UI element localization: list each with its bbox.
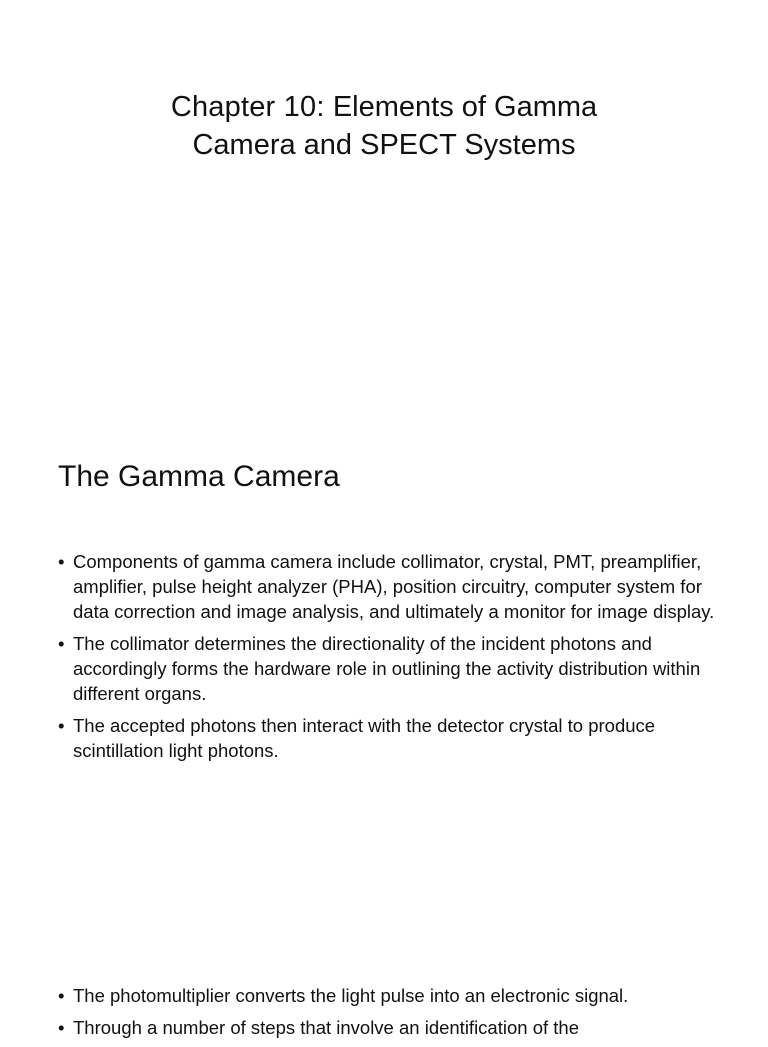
bullet-text: Components of gamma camera include collimator, crystal, PMT, preamplifier, amplifier, pulse height analyzer (PHA), position circuitry, computer system for data correction and image analysis, and ultimately a monitor for image display. (73, 551, 715, 622)
bullet-marker: • (58, 715, 65, 736)
bullet-marker: • (58, 1017, 65, 1038)
content-slide (0, 400, 768, 1038)
bullet-list-continued (58, 983, 718, 1047)
bullet-item (58, 631, 718, 706)
bullet-marker: • (58, 633, 65, 654)
bullet-list (58, 549, 718, 770)
bullet-item (58, 713, 718, 763)
title-line-1: Elements of Gamma (332, 91, 598, 123)
slide-heading: The Gamma Camera (58, 460, 340, 493)
bullet-item (58, 549, 718, 624)
bullet-item (58, 983, 718, 1008)
bullet-text: Through a number of steps that involve an identification of the (73, 1017, 579, 1038)
bullet-item (58, 1015, 718, 1040)
bullet-marker: • (58, 551, 65, 572)
slide-title (0, 88, 768, 164)
title-line-2: Camera and SPECT Systems (192, 129, 576, 161)
title-slide (0, 0, 768, 400)
title-prefix: Chapter 10: (170, 91, 333, 123)
bullet-marker: • (58, 985, 65, 1006)
bullet-text: The collimator determines the directionality of the incident photons and accordingly forms the hardware role in outlining the activity distribution within different organs. (73, 633, 701, 704)
bullet-text: The accepted photons then interact with the detector crystal to produce scintillation light photons. (73, 715, 656, 761)
bullet-text: The photomultiplier converts the light pulse into an electronic signal. (73, 985, 629, 1006)
